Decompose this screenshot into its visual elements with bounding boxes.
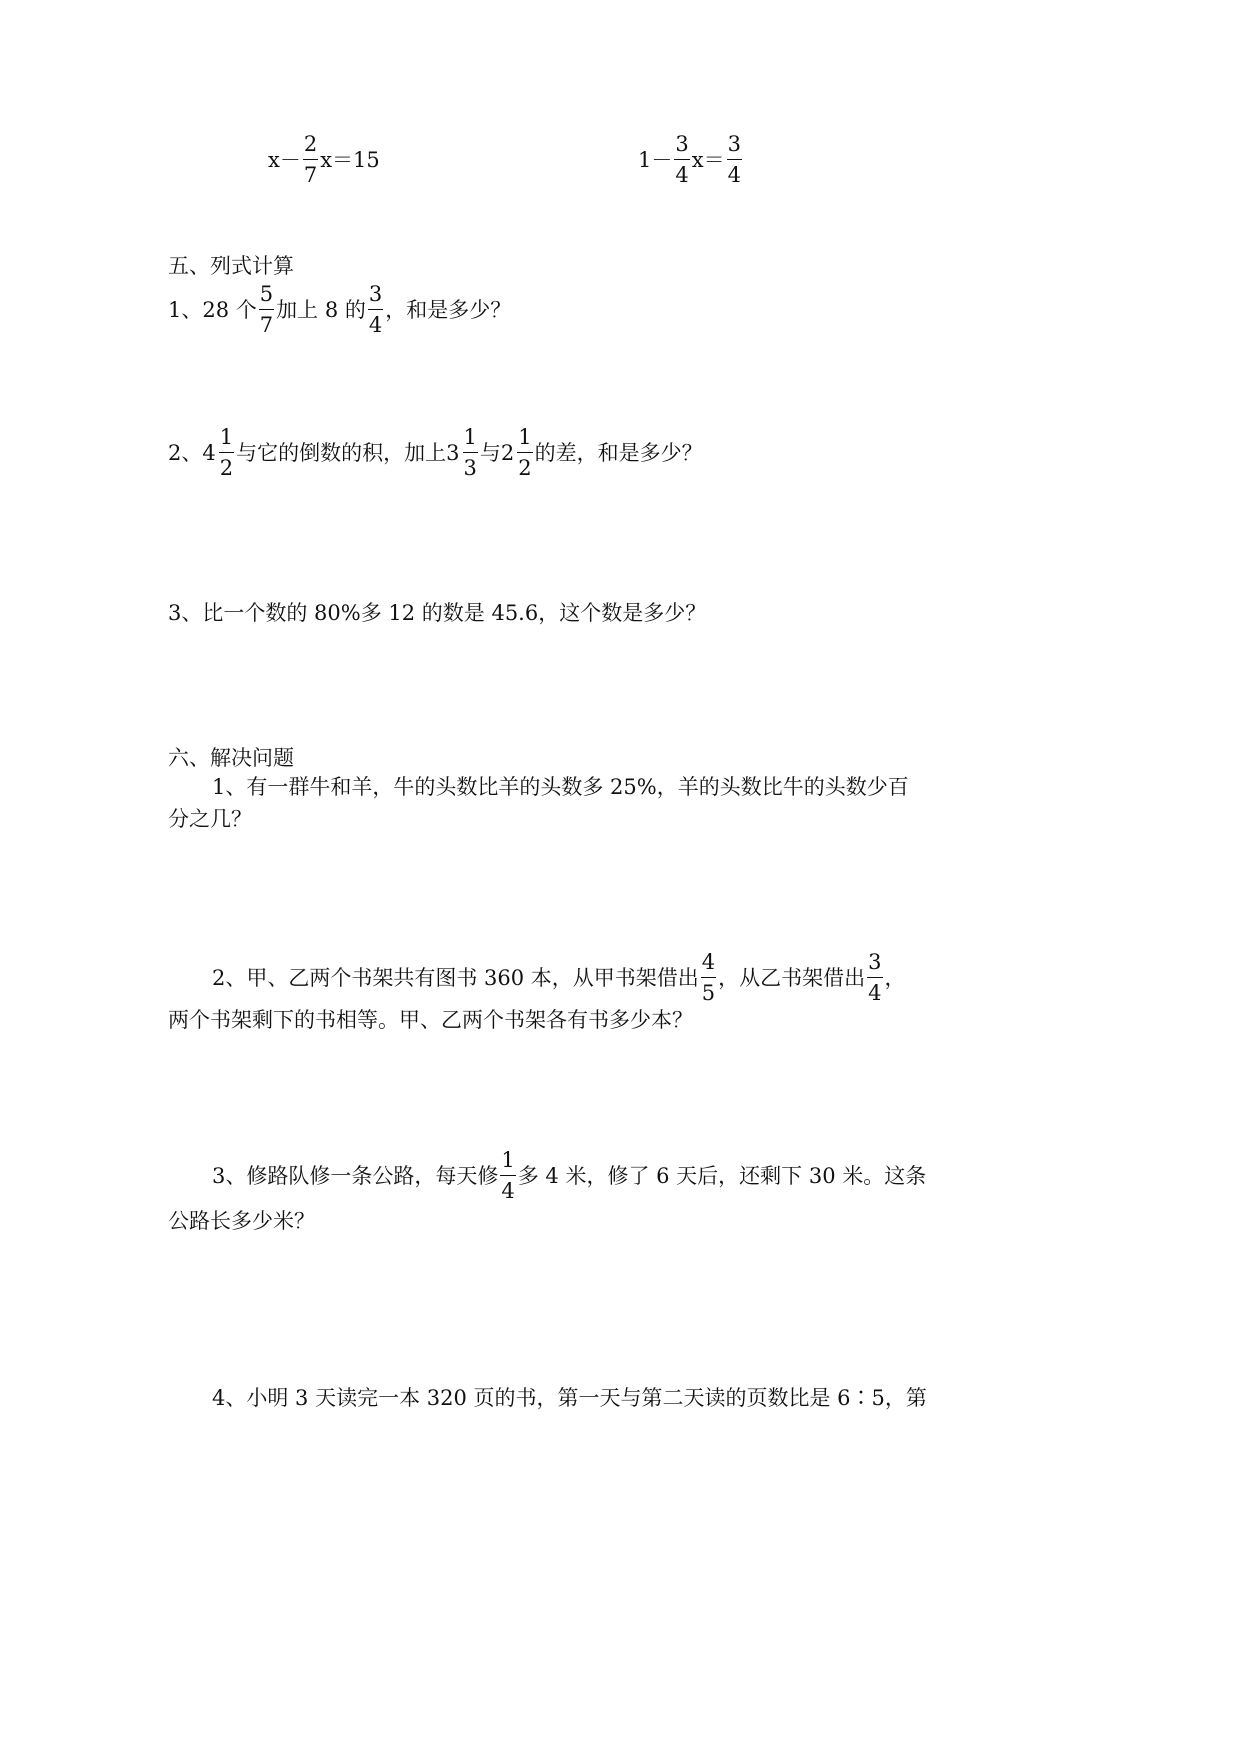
section-6-problem-4-line-1: 4、小明 3 天读完一本 320 页的书，第一天与第二天读的页数比是 6∶5，第 (212, 1386, 927, 1410)
section-6-title: 六、解决问题 (168, 746, 294, 770)
mixed-whole: 4 (202, 440, 216, 465)
question-text: 1、28 个 (168, 297, 257, 322)
fraction-numerator: 5 (259, 282, 274, 306)
section-5-question-3: 3、比一个数的 80%多 12 的数是 45.6，这个数是多少？ (168, 601, 707, 625)
equation-1-lhs: x－ (268, 147, 301, 172)
problem-text: 多 4 米，修了 6 天后，还剩下 30 米。这条 (517, 1163, 927, 1188)
fraction-bar (259, 309, 274, 310)
question-1-fraction-1 (259, 284, 274, 336)
fraction-bar (303, 159, 318, 160)
fraction-bar (701, 977, 716, 978)
section-6-problem-3-line-2: 公路长多少米？ (168, 1209, 315, 1233)
problem-2-fraction-1 (701, 952, 716, 1004)
mixed-fraction (517, 427, 532, 479)
problem-text: ， (884, 965, 906, 990)
problem-3-fraction (500, 1150, 515, 1202)
mixed-whole: 2 (500, 440, 515, 465)
section-5-question-2 (168, 427, 703, 479)
question-text: 的差，和是多少？ (534, 440, 703, 465)
problem-2-fraction-2 (867, 952, 882, 1004)
fraction-bar (463, 452, 478, 453)
section-6-problem-2-line-2: 两个书架剩下的书相等。甲、乙两个书架各有书多少本？ (168, 1008, 693, 1032)
fraction-denominator: 7 (303, 163, 318, 187)
fraction-denominator: 4 (368, 313, 383, 337)
question-text: 加上 8 的 (276, 297, 366, 322)
fraction-numerator: 1 (463, 425, 477, 449)
fraction-denominator: 2 (219, 456, 234, 480)
equation-2-mid: x＝ (691, 147, 725, 172)
equation-1-fraction (303, 134, 318, 186)
mixed-number-1 (202, 427, 236, 479)
mixed-fraction (463, 427, 478, 479)
question-1-fraction-2 (368, 284, 383, 336)
fraction-denominator: 2 (518, 456, 532, 480)
mixed-number-3 (501, 427, 535, 479)
fraction-denominator: 4 (675, 163, 689, 187)
fraction-denominator: 4 (868, 981, 882, 1005)
fraction-numerator: 3 (368, 282, 383, 306)
section-6-problem-1-line-2: 分之几？ (168, 807, 252, 831)
fraction-denominator: 5 (701, 981, 716, 1005)
question-text: ，和是多少？ (385, 297, 512, 322)
equation-2 (638, 134, 744, 186)
mixed-number-2 (446, 427, 480, 479)
equation-2-lhs: 1－ (638, 147, 673, 172)
fraction-numerator: 3 (675, 132, 689, 156)
section-6-problem-3-line-1 (212, 1150, 926, 1202)
equation-1 (268, 134, 380, 186)
fraction-bar (368, 309, 383, 310)
mixed-fraction (219, 427, 234, 479)
fraction-bar (674, 159, 689, 160)
fraction-denominator: 4 (727, 163, 741, 187)
equation-1-rest: x＝15 (320, 147, 380, 172)
fraction-bar (500, 1175, 515, 1176)
equation-2-fraction-1 (674, 134, 689, 186)
question-text: 与它的倒数的积，加上 (236, 440, 447, 465)
problem-text: 2、甲、乙两个书架共有图书 360 本，从甲书架借出 (212, 965, 699, 990)
equation-2-fraction-2 (727, 134, 742, 186)
problem-text: 3、修路队修一条公路，每天修 (212, 1163, 499, 1188)
fraction-denominator: 4 (501, 1179, 515, 1203)
fraction-numerator: 1 (501, 1148, 515, 1172)
fraction-denominator: 7 (259, 313, 274, 337)
fraction-denominator: 3 (463, 456, 477, 480)
section-5-question-1 (168, 284, 511, 336)
fraction-bar (219, 452, 234, 453)
section-6-problem-2-line-1 (212, 952, 906, 1004)
section-6-problem-1-line-1: 1、有一群牛和羊，牛的头数比羊的头数多 25%，羊的头数比牛的头数少百 (212, 775, 909, 799)
fraction-numerator: 1 (518, 425, 532, 449)
fraction-numerator: 4 (701, 950, 716, 974)
fraction-bar (727, 159, 742, 160)
mixed-whole: 3 (446, 440, 460, 465)
fraction-bar (867, 977, 882, 978)
question-text: 与 (479, 440, 501, 465)
fraction-bar (517, 452, 532, 453)
fraction-numerator: 1 (219, 425, 234, 449)
fraction-numerator: 3 (727, 132, 741, 156)
section-5-title: 五、列式计算 (168, 254, 294, 278)
fraction-numerator: 2 (303, 132, 318, 156)
fraction-numerator: 3 (868, 950, 882, 974)
question-text: 2、 (168, 440, 203, 465)
problem-text: ，从乙书架借出 (718, 965, 866, 990)
